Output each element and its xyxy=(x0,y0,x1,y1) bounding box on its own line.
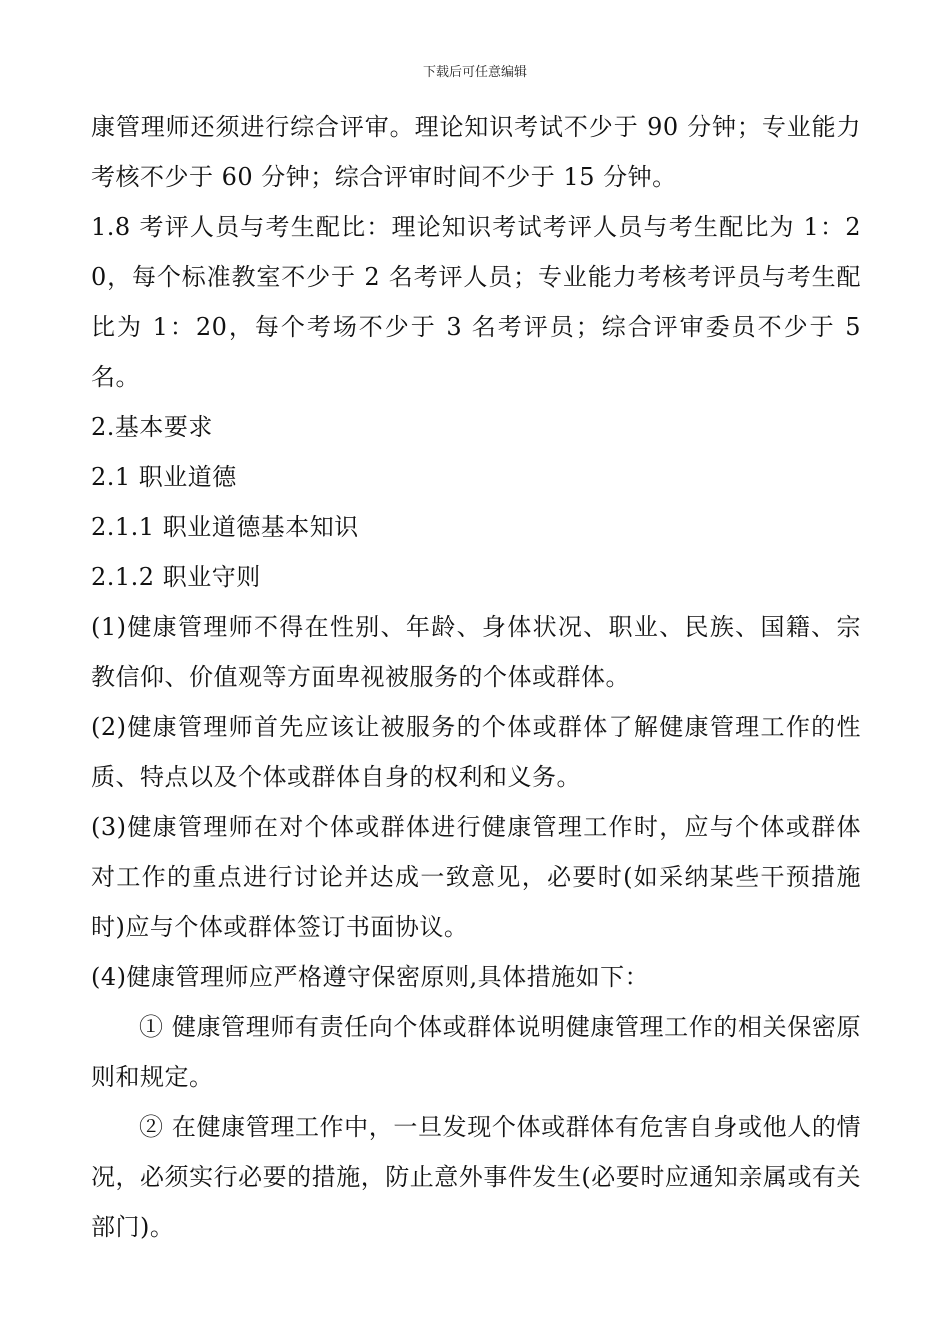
heading-basic-requirements: 2.基本要求 xyxy=(91,413,213,441)
heading-professional-code: 2.1.2 职业守则 xyxy=(91,563,261,591)
page-header: 下载后可任意编辑 xyxy=(422,65,527,80)
heading-ethics-basic-knowledge: 2.1.1 职业道德基本知识 xyxy=(91,513,359,541)
document-body xyxy=(91,102,861,1252)
paragraph-rule-4: (4)健康管理师应严格遵守保密原则,具体措施如下： xyxy=(91,963,650,991)
paragraph-rule-2: (2)健康管理师首先应该让被服务的个体或群体了解健康管理工作的性质、特点以及个体或群体自身的权利和义务。 xyxy=(91,713,861,791)
paragraph-examiner-ratio: 1.8 考评人员与考生配比：理论知识考试考评人员与考生配比为 1：20，每个标准教室不少于 2 名考评人员；专业能力考核考评员与考生配比为 1：20，每个考场不少于 3 名考评员；综合评审委员不少于 5 名。 xyxy=(91,213,861,391)
paragraph-rule-4-item-2: ② 在健康管理工作中，一旦发现个体或群体有危害自身或他人的情况，必须实行必要的措施，防止意外事件发生(必要时应通知亲属或有关部门)。 xyxy=(91,1113,861,1241)
paragraph-rule-4-item-1: ① 健康管理师有责任向个体或群体说明健康管理工作的相关保密原则和规定。 xyxy=(91,1013,861,1091)
paragraph-rule-1: (1)健康管理师不得在性别、年龄、身体状况、职业、民族、国籍、宗教信仰、价值观等方面卑视被服务的个体或群体。 xyxy=(91,613,861,691)
paragraph-rule-3: (3)健康管理师在对个体或群体进行健康管理工作时，应与个体或群体对工作的重点进行讨论并达成一致意见，必要时(如采纳某些干预措施时)应与个体或群体签订书面协议。 xyxy=(91,813,861,941)
heading-professional-ethics: 2.1 职业道德 xyxy=(91,463,237,491)
paragraph-review-time: 康管理师还须进行综合评审。理论知识考试不少于 90 分钟；专业能力考核不少于 60 分钟；综合评审时间不少于 15 分钟。 xyxy=(91,113,861,191)
